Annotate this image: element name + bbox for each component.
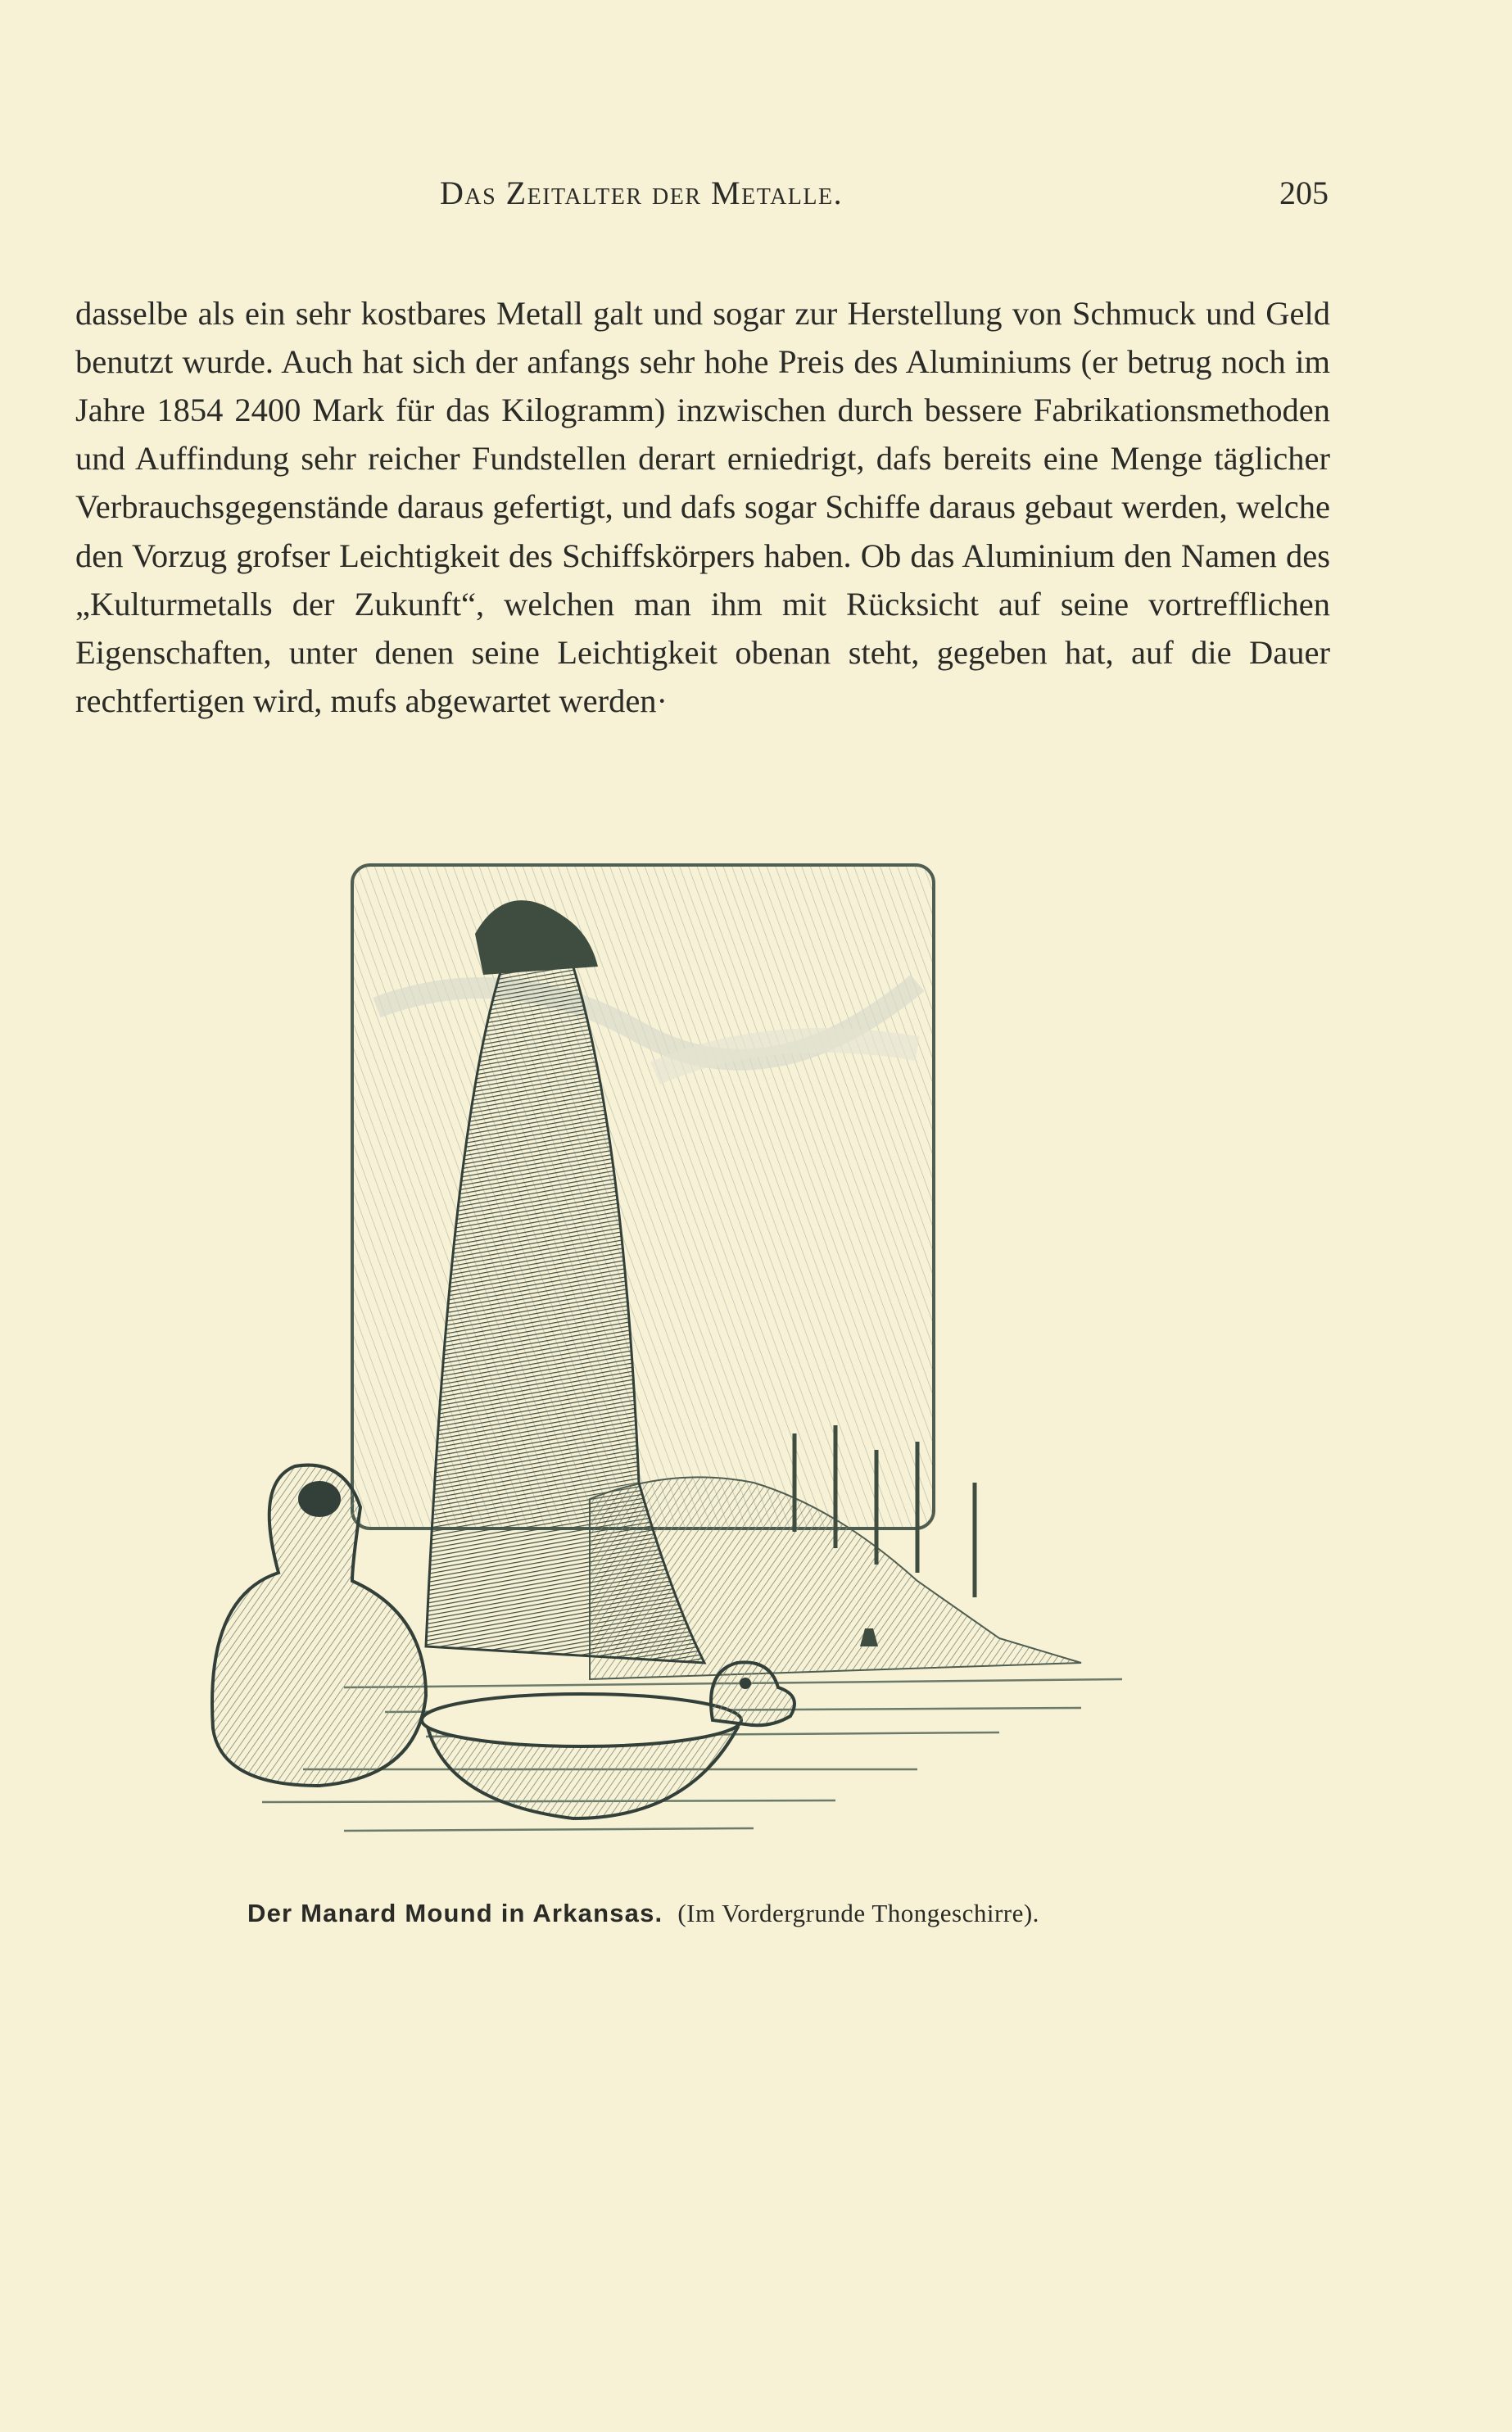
running-title: Das Zeitalter der Metalle.: [440, 174, 844, 211]
body-paragraph: dasselbe als ein sehr kostbares Metall galt und sogar zur Herstellung von Schmuck und Geld benutzt wurde. Auch hat sich der anfangs sehr hohe Preis des Aluminiums (er betrug noch im Jahre 1854 2400 Mark für das Kilogramm) inzwischen durch bessere Fabrikationsmethoden und Auffindung sehr reicher Fundstellen derart erniedrigt, dafs bereits eine Menge täglicher Verbrauchsgegenstände daraus gefertigt, und dafs sogar Schiffe daraus gebaut werden, welche den Vorzug grofser Leichtigkeit des Schiffskörpers haben. Ob das Aluminium den Namen des „Kulturmetalls der Zukunft“, welchen man ihm mit Rücksicht auf seine vortrefflichen Eigenschaften, unter denen seine Leichtigkeit obenan steht, gegeben hat, auf die Dauer rechtfertigen wird, mufs abgewartet werden·: [75, 294, 1330, 720]
page-number: 205: [1279, 174, 1329, 211]
engraving-manard-mound: [180, 860, 1261, 1868]
caption-note: (Im Vordergrunde Thongeschirre).: [677, 1899, 1039, 1927]
figure-illustration: [180, 860, 1261, 1868]
figure-caption: [247, 1899, 1189, 1928]
caption-title: Der Manard Mound in Arkansas.: [247, 1899, 663, 1927]
running-head: [75, 174, 1329, 223]
